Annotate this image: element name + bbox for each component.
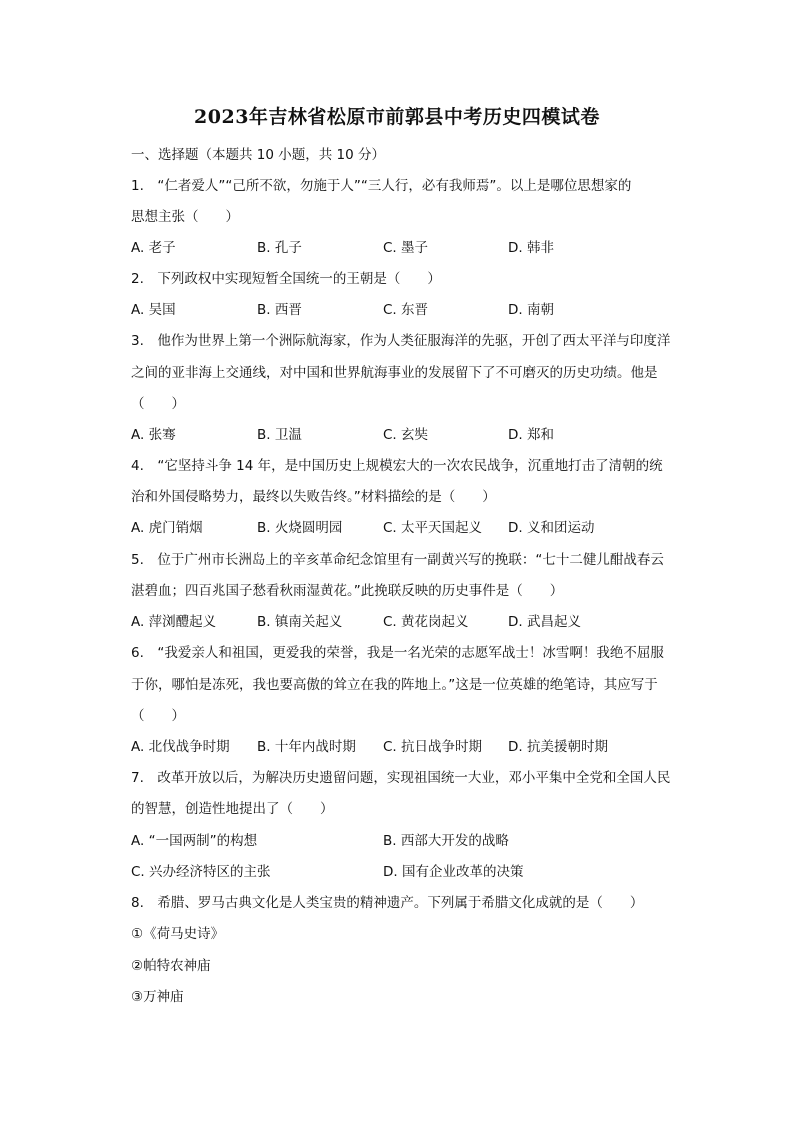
question-3-option-a: A. 张骞 (131, 427, 176, 443)
section-heading: 一、选择题（本题共 10 小题，共 10 分） (131, 147, 386, 163)
question-3-option-c: C. 玄奘 (383, 427, 429, 443)
question-1-line-1: 1. “仁者爱人”“己所不欲，勿施于人”“三人行，必有我师焉”。以上是哪位思想家的 (131, 178, 632, 194)
question-7-option-a: A. “一国两制”的构想 (131, 833, 258, 849)
question-3-line-3: （ ） (131, 396, 185, 412)
question-1-option-a: A. 老子 (131, 240, 176, 256)
question-7-option-b: B. 西部大开发的战略 (383, 833, 509, 849)
question-3-option-d: D. 郑和 (508, 427, 554, 443)
question-6-option-c: C. 抗日战争时期 (383, 739, 483, 755)
question-6-option-d: D. 抗美援朝时期 (508, 739, 608, 755)
question-6-option-a: A. 北伐战争时期 (131, 739, 230, 755)
question-8-item-2: ②帕特农神庙 (131, 958, 211, 974)
question-5-option-b: B. 镇南关起义 (257, 614, 343, 630)
question-4-line-1: 4. “它坚持斗争 14 年，是中国历史上规模宏大的一次农民战争，沉重地打击了清朝的统 (131, 458, 663, 474)
question-1-option-b: B. 孔子 (257, 240, 302, 256)
question-6-line-2: 于你，哪怕是冻死，我也要高傲的耸立在我的阵地上。”这是一位英雄的绝笔诗，其应写于 (131, 677, 658, 693)
question-4-line-2: 治和外国侵略势力，最终以失败告终。”材料描绘的是（ ） (131, 489, 496, 505)
question-8-item-1: ①《荷马史诗》 (131, 926, 225, 942)
question-8-line-1: 8. 希腊、罗马古典文化是人类宝贵的精神遗产。下列属于希腊文化成就的是（ ） (131, 895, 644, 911)
question-3-line-1: 3. 他作为世界上第一个洲际航海家，作为人类征服海洋的先驱，开创了西太平洋与印度洋 (131, 333, 671, 349)
question-6-line-3: （ ） (131, 708, 185, 724)
question-6-option-b: B. 十年内战时期 (257, 739, 356, 755)
question-7-line-2: 的智慧，创造性地提出了（ ） (131, 801, 334, 817)
question-8-item-3: ③万神庙 (131, 989, 184, 1005)
question-5-option-d: D. 武昌起义 (508, 614, 581, 630)
question-5-line-2: 湛碧血；四百兆国子愁看秋雨湿黄花。”此挽联反映的历史事件是（ ） (131, 583, 564, 599)
question-2-option-a: A. 吴国 (131, 302, 176, 318)
question-3-option-b: B. 卫温 (257, 427, 302, 443)
exam-title: 2023年吉林省松原市前郭县中考历史四模试卷 (194, 106, 600, 128)
question-1-line-2: 思想主张（ ） (131, 209, 239, 225)
question-4-option-c: C. 太平天国起义 (383, 520, 483, 536)
question-1-option-d: D. 韩非 (508, 240, 554, 256)
question-5-option-a: A. 萍浏醴起义 (131, 614, 217, 630)
question-7-option-d: D. 国有企业改革的决策 (383, 864, 524, 880)
question-2-line-1: 2. 下列政权中实现短暂全国统一的王朝是（ ） (131, 271, 441, 287)
question-1-option-c: C. 墨子 (383, 240, 429, 256)
question-3-line-2: 之间的亚非海上交通线，对中国和世界航海事业的发展留下了不可磨灭的历史功绩。他是 (131, 365, 658, 381)
question-2-option-c: C. 东晋 (383, 302, 429, 318)
question-6-line-1: 6. “我爱亲人和祖国，更爱我的荣誉，我是一名光荣的志愿军战士！冰雪啊！我绝不屈服 (131, 645, 664, 661)
question-2-option-b: B. 西晋 (257, 302, 302, 318)
question-5-option-c: C. 黄花岗起义 (383, 614, 469, 630)
question-5-line-1: 5. 位于广州市长洲岛上的辛亥革命纪念馆里有一副黄兴写的挽联：“七十二健儿酣战春云 (131, 552, 664, 568)
question-7-option-c: C. 兴办经济特区的主张 (131, 864, 271, 880)
question-4-option-a: A. 虎门销烟 (131, 520, 203, 536)
question-7-line-1: 7. 改革开放以后，为解决历史遗留问题，实现祖国统一大业，邓小平集中全党和全国人民 (131, 770, 671, 786)
question-2-option-d: D. 南朝 (508, 302, 554, 318)
question-4-option-b: B. 火烧圆明园 (257, 520, 343, 536)
question-4-option-d: D. 义和团运动 (508, 520, 595, 536)
